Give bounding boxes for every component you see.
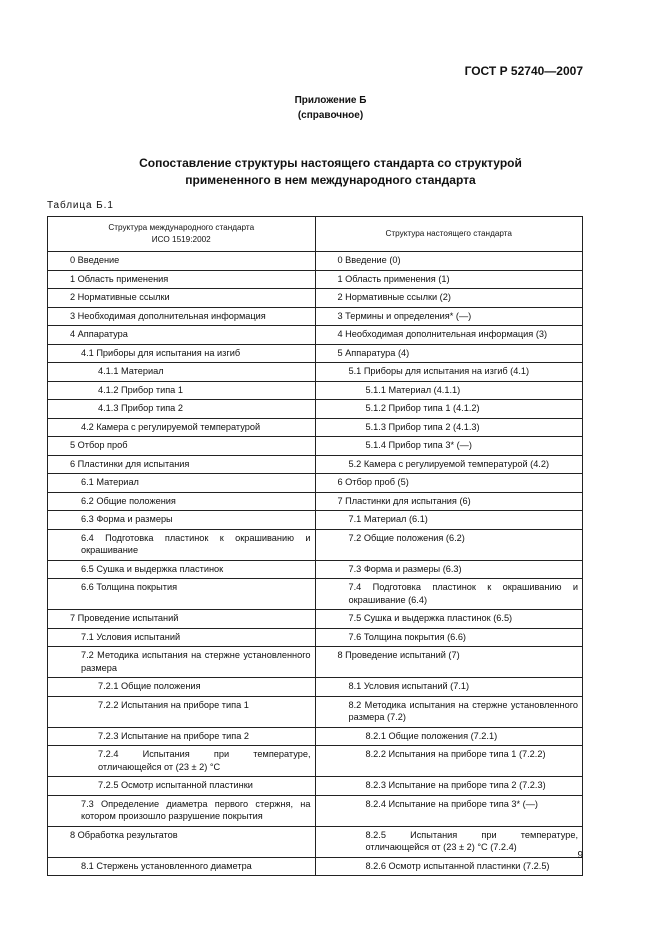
cell-national-section: 5.1.1 Материал (4.1.1) [315, 381, 583, 400]
cell-international-section: 7.3 Определение диаметра первого стержня, на котором произошло разрушение покрытия [48, 795, 316, 826]
cell-national-section: 5.1.3 Прибор типа 2 (4.1.3) [315, 418, 583, 437]
cell-national-section: 8.2.2 Испытания на приборе типа 1 (7.2.2) [315, 746, 583, 777]
table-row [48, 307, 583, 326]
table-caption: Таблица Б.1 [47, 200, 114, 211]
annex-title: Приложение Б [294, 95, 367, 106]
cell-international-section: 6 Пластинки для испытания [48, 455, 316, 474]
col-header-international-line1: Структура международного стандарта [108, 223, 255, 232]
table-row [48, 647, 583, 678]
cell-national-section: 2 Нормативные ссылки (2) [315, 289, 583, 308]
cell-national-section: 7 Пластинки для испытания (6) [315, 492, 583, 511]
title-line-2: примененного в нем международного стандарта [185, 173, 476, 187]
cell-national-section: 7.1 Материал (6.1) [315, 511, 583, 530]
cell-international-section: 6.2 Общие положения [48, 492, 316, 511]
cell-national-section: 0 Введение (0) [315, 252, 583, 271]
cell-national-section: 8.2.1 Общие положения (7.2.1) [315, 727, 583, 746]
table-row [48, 579, 583, 610]
table-row [48, 381, 583, 400]
cell-international-section: 5 Отбор проб [48, 437, 316, 456]
table-row [48, 418, 583, 437]
cell-international-section: 8.1 Стержень установленного диаметра [48, 857, 316, 876]
table-row [48, 252, 583, 271]
document-title [0, 155, 661, 189]
cell-national-section: 1 Область применения (1) [315, 270, 583, 289]
table-row [48, 400, 583, 419]
cell-international-section: 4.1 Приборы для испытания на изгиб [48, 344, 316, 363]
cell-national-section: 8.2 Методика испытания на стержне установленного размера (7.2) [315, 696, 583, 727]
table-row [48, 560, 583, 579]
cell-national-section: 5 Аппаратура (4) [315, 344, 583, 363]
cell-international-section: 7.2 Методика испытания на стержне установленного размера [48, 647, 316, 678]
annex-heading [0, 93, 661, 123]
cell-international-section: 4 Аппаратура [48, 326, 316, 345]
cell-international-section: 1 Область применения [48, 270, 316, 289]
table-row [48, 628, 583, 647]
cell-national-section: 6 Отбор проб (5) [315, 474, 583, 493]
cell-international-section: 7.2.1 Общие положения [48, 678, 316, 697]
cell-international-section: 6.1 Материал [48, 474, 316, 493]
col-header-international [48, 217, 316, 252]
cell-national-section: 5.1 Приборы для испытания на изгиб (4.1) [315, 363, 583, 382]
cell-international-section: 4.2 Камера с регулируемой температурой [48, 418, 316, 437]
table-row [48, 727, 583, 746]
cell-national-section: 3 Термины и определения* (—) [315, 307, 583, 326]
cell-national-section: 7.6 Толщина покрытия (6.6) [315, 628, 583, 647]
table-row [48, 326, 583, 345]
col-header-international-line2: ИСО 1519:2002 [151, 235, 211, 244]
table-row [48, 492, 583, 511]
cell-international-section: 8 Обработка результатов [48, 826, 316, 857]
cell-international-section: 6.5 Сушка и выдержка пластинок [48, 560, 316, 579]
cell-national-section: 5.1.2 Прибор типа 1 (4.1.2) [315, 400, 583, 419]
table-row [48, 474, 583, 493]
cell-national-section: 5.1.4 Прибор типа 3* (—) [315, 437, 583, 456]
cell-international-section: 7.2.5 Осмотр испытанной пластинки [48, 777, 316, 796]
cell-national-section: 8.2.6 Осмотр испытанной пластинки (7.2.5) [315, 857, 583, 876]
table-row [48, 826, 583, 857]
table-row [48, 857, 583, 876]
table-header-row [48, 217, 583, 252]
cell-national-section: 7.3 Форма и размеры (6.3) [315, 560, 583, 579]
table-row [48, 511, 583, 530]
table-row [48, 795, 583, 826]
cell-international-section: 7 Проведение испытаний [48, 610, 316, 629]
cell-national-section: 8.2.5 Испытания при температуре, отличающейся от (23 ± 2) °С (7.2.4) [315, 826, 583, 857]
table-row [48, 270, 583, 289]
table-body [48, 252, 583, 876]
cell-international-section: 7.2.4 Испытания при температуре, отличающейся от (23 ± 2) °С [48, 746, 316, 777]
col-header-national: Структура настоящего стандарта [315, 217, 583, 252]
table-row [48, 437, 583, 456]
table-row [48, 678, 583, 697]
cell-national-section: 5.2 Камера с регулируемой температурой (4.2) [315, 455, 583, 474]
cell-international-section: 7.2.2 Испытания на приборе типа 1 [48, 696, 316, 727]
cell-national-section: 7.5 Сушка и выдержка пластинок (6.5) [315, 610, 583, 629]
cell-national-section: 7.2 Общие положения (6.2) [315, 529, 583, 560]
table-row [48, 289, 583, 308]
table-row [48, 696, 583, 727]
annex-note: (справочное) [297, 110, 364, 121]
title-line-1: Сопоставление структуры настоящего стандарта со структурой [139, 156, 522, 170]
cell-international-section: 2 Нормативные ссылки [48, 289, 316, 308]
page-number: 9 [577, 850, 583, 861]
standard-id: ГОСТ Р 52740—2007 [464, 64, 583, 78]
table-row [48, 777, 583, 796]
cell-national-section: 8.1 Условия испытаний (7.1) [315, 678, 583, 697]
comparison-table [47, 216, 583, 876]
cell-national-section: 8.2.4 Испытание на приборе типа 3* (—) [315, 795, 583, 826]
table-row [48, 344, 583, 363]
table-row [48, 455, 583, 474]
table-row [48, 746, 583, 777]
cell-national-section: 8.2.3 Испытание на приборе типа 2 (7.2.3) [315, 777, 583, 796]
cell-national-section: 7.4 Подготовка пластинок к окрашиванию и окрашивание (6.4) [315, 579, 583, 610]
cell-international-section: 7.1 Условия испытаний [48, 628, 316, 647]
cell-international-section: 6.4 Подготовка пластинок к окрашиванию и окрашивание [48, 529, 316, 560]
cell-national-section: 4 Необходимая дополнительная информация (3) [315, 326, 583, 345]
cell-international-section: 4.1.2 Прибор типа 1 [48, 381, 316, 400]
cell-international-section: 0 Введение [48, 252, 316, 271]
table-row [48, 610, 583, 629]
table-row [48, 529, 583, 560]
cell-international-section: 6.6 Толщина покрытия [48, 579, 316, 610]
cell-international-section: 7.2.3 Испытание на приборе типа 2 [48, 727, 316, 746]
cell-international-section: 3 Необходимая дополнительная информация [48, 307, 316, 326]
cell-international-section: 4.1.1 Материал [48, 363, 316, 382]
cell-international-section: 4.1.3 Прибор типа 2 [48, 400, 316, 419]
table-row [48, 363, 583, 382]
cell-international-section: 6.3 Форма и размеры [48, 511, 316, 530]
cell-national-section: 8 Проведение испытаний (7) [315, 647, 583, 678]
